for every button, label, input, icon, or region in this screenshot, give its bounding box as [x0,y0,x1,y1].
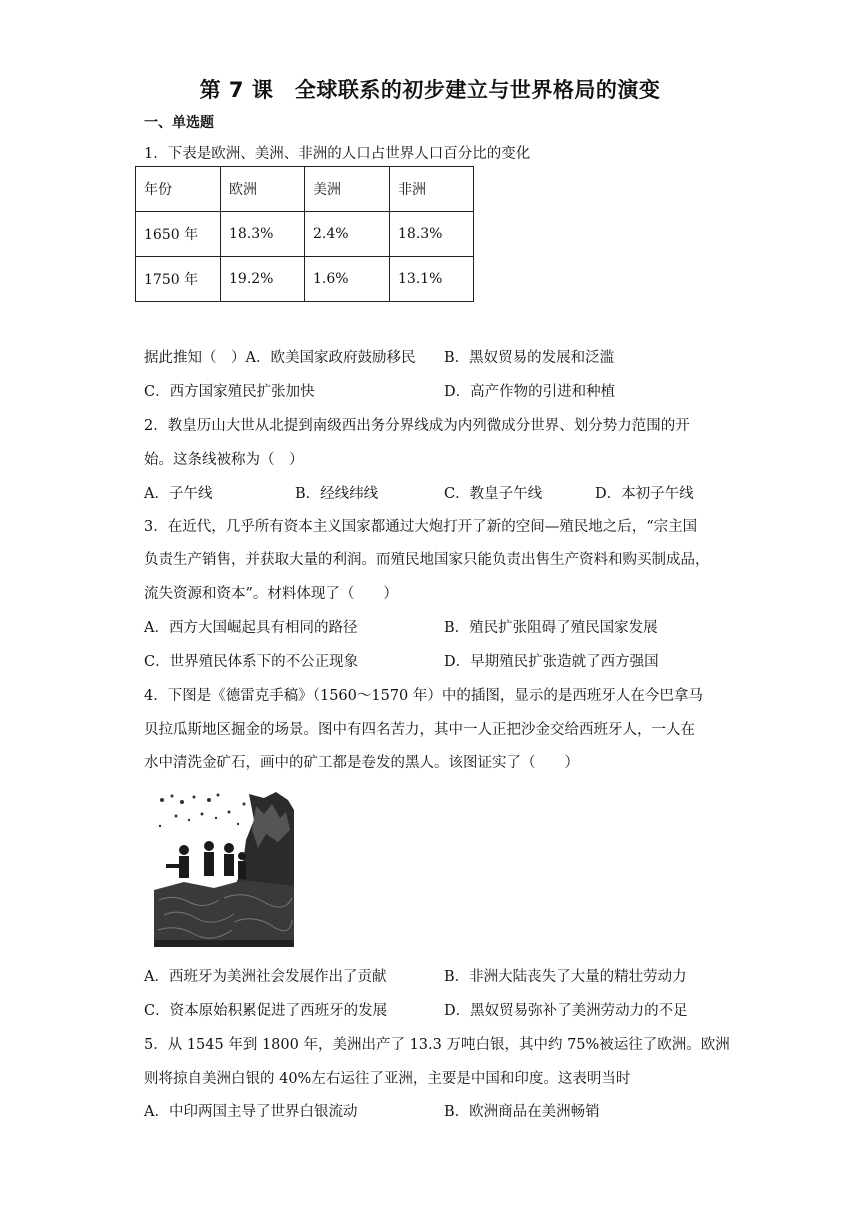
q3-stem-line: 负责生产销售，并获取大量的利润。而殖民地国家只能负责出售生产资料和购买制成品， [144,552,710,568]
table-cell: 18.3% [221,212,305,257]
q1-option-a: A．欧美国家政府鼓励移民 [245,350,416,366]
q2-option-a: A．子午线 [144,486,213,502]
table-cell: 13.1% [390,257,474,302]
q1-stem: 1．下表是欧洲、美洲、非洲的人口占世界人口百分比的变化 [144,146,531,162]
section-heading: 一、单选题 [144,115,214,131]
table-row [136,257,474,302]
q3-stem-line: 流失资源和资本”。材料体现了（ ） [144,586,398,602]
table-cell: 18.3% [390,212,474,257]
q4-option-c: C．资本原始积累促进了西班牙的发展 [144,1003,388,1019]
q3-stem-line: 3．在近代，几乎所有资本主义国家都通过大炮打开了新的空间—殖民地之后，“宗主国 [144,519,698,535]
table-header-cell: 年份 [136,167,221,212]
page-title: 第 7 课 全球联系的初步建立与世界格局的演变 [199,78,661,102]
q5-stem-line: 则将掠自美洲白银的 40%左右运往了亚洲，主要是中国和印度。这表明当时 [144,1071,631,1087]
q4-option-d: D．黑奴贸易弥补了美洲劳动力的不足 [444,1003,688,1019]
q1-stem-tail [144,346,415,367]
table-row [136,212,474,257]
table-cell: 2.4% [305,212,390,257]
q2-option-b: B．经线纬线 [295,486,379,502]
q2-option-d: D．本初子午线 [595,486,694,502]
table-cell: 19.2% [221,257,305,302]
q2-stem-line: 2．教皇历山大世从北提到南级西出务分界线成为内列微成分世界、划分势力范围的开 [144,418,690,434]
q3-option-c: C．世界殖民体系下的不公正现象 [144,654,359,670]
q2-option-c: C．教皇子午线 [444,486,543,502]
table-header-cell: 欧洲 [221,167,305,212]
q4-stem-line: 贝拉瓜斯地区掘金的场景。图中有四名苦力，其中一人正把沙金交给西班牙人，一人在 [144,722,695,738]
table-cell: 1750 年 [136,257,221,302]
q1-option-c: C．西方国家殖民扩张加快 [144,384,315,400]
q1-option-b: B．黑奴贸易的发展和泛滥 [444,350,615,366]
q1-stem-tail-text: 据此推知（ ） [144,350,246,366]
population-table [135,166,474,302]
q3-option-d: D．早期殖民扩张造就了西方强国 [444,654,659,670]
q3-option-a: A．西方大国崛起具有相同的路径 [144,620,358,636]
q4-stem-line: 4．下图是《德雷克手稿》（1560～1570 年）中的插图，显示的是西班牙人在今巴拿马 [144,688,703,704]
q5-option-a: A．中印两国主导了世界白银流动 [144,1104,358,1120]
q4-option-a: A．西班牙为美洲社会发展作出了贡献 [144,969,387,985]
table-cell: 1.6% [305,257,390,302]
q1-option-d: D．高产作物的引进和种植 [444,384,616,400]
mining-illustration-image [154,790,294,947]
table-header-cell: 非洲 [390,167,474,212]
q3-option-b: B．殖民扩张阻碍了殖民国家发展 [444,620,658,636]
q2-stem-line: 始。这条线被称为（ ） [144,452,304,468]
q5-option-b: B．欧洲商品在美洲畅销 [444,1104,600,1120]
table-header-row [136,167,474,212]
q4-option-b: B．非洲大陆丧失了大量的精壮劳动力 [444,969,687,985]
q5-stem-line: 5．从 1545 年到 1800 年，美洲出产了 13.3 万吨白银，其中约 75%被运往了欧洲。欧洲 [144,1037,730,1053]
table-cell: 1650 年 [136,212,221,257]
q4-stem-line: 水中清洗金矿石，画中的矿工都是卷发的黑人。该图证实了（ ） [144,755,579,771]
table-header-cell: 美洲 [305,167,390,212]
